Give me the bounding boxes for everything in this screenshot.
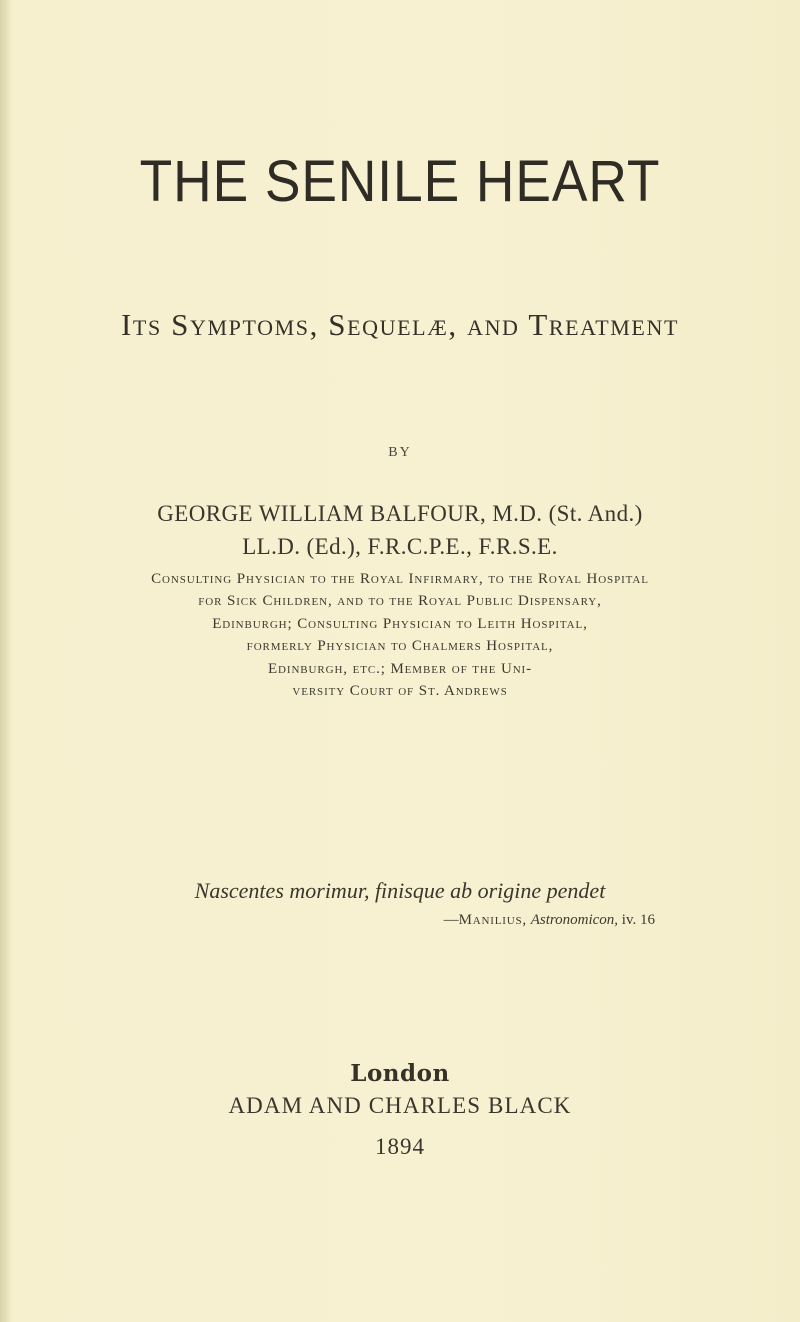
credential-line: for Sick Children, and to the Royal Public Dispensary, xyxy=(198,593,602,610)
epigraph-attribution xyxy=(0,912,655,929)
by-line: BY xyxy=(388,445,412,460)
epigraph-reference: iv. 16 xyxy=(621,912,655,928)
imprint-publisher: ADAM AND CHARLES BLACK xyxy=(228,1093,572,1118)
imprint-place: London xyxy=(350,1060,450,1087)
credential-line: Consulting Physician to the Royal Infirmary, to the Royal Hospital xyxy=(151,571,649,587)
epigraph-quote: Nascentes morimur, finisque ab origine pendet xyxy=(194,878,606,903)
credential-line: versity Court of St. Andrews xyxy=(292,683,508,700)
credential-line: formerly Physician to Chalmers Hospital, xyxy=(246,638,554,655)
book-subtitle: Its Symptoms, Sequelæ, and Treatment xyxy=(120,307,679,342)
credential-line: Edinburgh, etc.; Member of the Uni- xyxy=(267,660,533,677)
book-title: THE SENILE HEART xyxy=(139,149,661,214)
imprint-year: 1894 xyxy=(375,1134,425,1159)
author-name: GEORGE WILLIAM BALFOUR, M.D. (St. And.) xyxy=(157,501,643,526)
author-degrees: LL.D. (Ed.), F.R.C.P.E., F.R.S.E. xyxy=(242,534,558,559)
credential-line: Edinburgh; Consulting Physician to Leith Hospital, xyxy=(212,615,588,632)
epigraph-work: Astronomicon, xyxy=(530,912,619,928)
epigraph-dash: — xyxy=(443,912,459,928)
epigraph-author: Manilius, xyxy=(458,912,527,928)
author-credentials xyxy=(0,568,800,702)
